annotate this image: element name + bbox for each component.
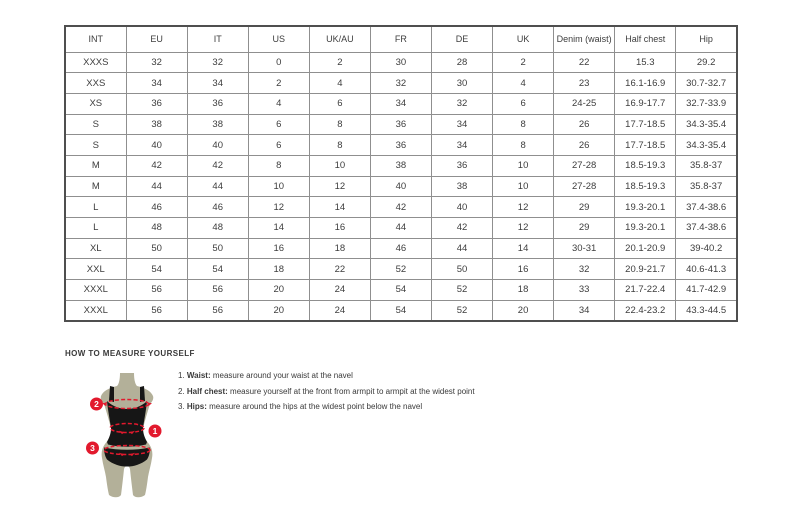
table-cell: 30-31: [554, 238, 615, 259]
table-cell: 36: [126, 93, 187, 114]
table-cell: 8: [309, 135, 370, 156]
table-cell: 48: [187, 218, 248, 239]
table-cell: 32: [431, 93, 492, 114]
table-cell: 34: [370, 93, 431, 114]
table-cell: 40.6-41.3: [676, 259, 737, 280]
table-cell: 44: [431, 238, 492, 259]
table-cell: 36: [370, 135, 431, 156]
table-cell: XXXS: [65, 52, 126, 73]
table-cell: 20: [493, 300, 554, 321]
table-cell: 54: [370, 300, 431, 321]
table-cell: 28: [431, 52, 492, 73]
table-cell: 34: [126, 73, 187, 94]
table-cell: 34: [431, 135, 492, 156]
table-cell: 30: [431, 73, 492, 94]
table-cell: 50: [126, 238, 187, 259]
column-header: UK/AU: [309, 26, 370, 52]
table-cell: XXXL: [65, 280, 126, 301]
instruction-label: Hips:: [186, 402, 207, 411]
table-cell: 20: [248, 300, 309, 321]
table-cell: 14: [493, 238, 554, 259]
column-header: INT: [65, 26, 126, 52]
table-row: [65, 52, 737, 73]
table-cell: 6: [309, 93, 370, 114]
table-cell: 29.2: [676, 52, 737, 73]
table-cell: 32: [126, 52, 187, 73]
table-cell: M: [65, 155, 126, 176]
table-cell: 4: [248, 93, 309, 114]
table-cell: 56: [126, 280, 187, 301]
table-cell: 40: [431, 197, 492, 218]
table-cell: 26: [554, 114, 615, 135]
table-cell: 35.8-37: [676, 155, 737, 176]
table-cell: XXL: [65, 259, 126, 280]
table-cell: 46: [187, 197, 248, 218]
table-cell: 38: [126, 114, 187, 135]
table-cell: 23: [554, 73, 615, 94]
hips-badge: [86, 442, 99, 455]
table-cell: 34.3-35.4: [676, 114, 737, 135]
table-cell: 42: [187, 155, 248, 176]
table-cell: 2: [248, 73, 309, 94]
table-row: [65, 300, 737, 321]
table-cell: 34: [431, 114, 492, 135]
table-cell: 8: [309, 114, 370, 135]
table-cell: 42: [431, 218, 492, 239]
table-cell: XXXL: [65, 300, 126, 321]
size-table-header: [65, 26, 737, 52]
table-cell: 30: [370, 52, 431, 73]
table-cell: 46: [126, 197, 187, 218]
table-cell: 6: [248, 135, 309, 156]
table-cell: M: [65, 176, 126, 197]
column-header: EU: [126, 26, 187, 52]
column-header: US: [248, 26, 309, 52]
column-header: IT: [187, 26, 248, 52]
table-cell: 32: [370, 73, 431, 94]
table-cell: 44: [187, 176, 248, 197]
table-cell: 27-28: [554, 155, 615, 176]
table-cell: S: [65, 114, 126, 135]
table-cell: 19.3-20.1: [615, 197, 676, 218]
table-cell: 29: [554, 218, 615, 239]
size-table-body: [65, 52, 737, 321]
table-cell: 4: [309, 73, 370, 94]
table-cell: 46: [370, 238, 431, 259]
table-cell: 24: [309, 280, 370, 301]
table-cell: L: [65, 197, 126, 218]
column-header: Hip: [676, 26, 737, 52]
table-cell: 24: [309, 300, 370, 321]
table-cell: 20: [248, 280, 309, 301]
table-cell: 40: [187, 135, 248, 156]
measure-instruction-hips: [178, 403, 475, 411]
table-cell: 22.4-23.2: [615, 300, 676, 321]
table-cell: 12: [493, 197, 554, 218]
table-cell: 43.3-44.5: [676, 300, 737, 321]
table-cell: 16.9-17.7: [615, 93, 676, 114]
table-row: [65, 114, 737, 135]
table-cell: 42: [370, 197, 431, 218]
table-cell: 16: [493, 259, 554, 280]
table-cell: 18.5-19.3: [615, 176, 676, 197]
table-cell: XXS: [65, 73, 126, 94]
table-cell: 32: [187, 52, 248, 73]
table-cell: 36: [431, 155, 492, 176]
measure-instruction-half-chest: [178, 388, 475, 396]
table-cell: 42: [126, 155, 187, 176]
table-cell: 56: [126, 300, 187, 321]
instruction-text: measure around your waist at the navel: [210, 371, 353, 380]
table-cell: 16: [309, 218, 370, 239]
table-cell: 40: [370, 176, 431, 197]
table-cell: 18.5-19.3: [615, 155, 676, 176]
table-cell: 34.3-35.4: [676, 135, 737, 156]
table-row: [65, 93, 737, 114]
column-header: UK: [493, 26, 554, 52]
table-cell: S: [65, 135, 126, 156]
table-row: [65, 155, 737, 176]
table-cell: 10: [493, 155, 554, 176]
table-cell: 14: [309, 197, 370, 218]
table-cell: 18: [309, 238, 370, 259]
table-cell: 32: [554, 259, 615, 280]
table-cell: XL: [65, 238, 126, 259]
size-chart-table: [64, 25, 738, 322]
table-row: [65, 197, 737, 218]
table-cell: 54: [187, 259, 248, 280]
table-cell: 35.8-37: [676, 176, 737, 197]
table-cell: L: [65, 218, 126, 239]
chest-badge: [90, 398, 103, 411]
column-header: Denim (waist): [554, 26, 615, 52]
table-cell: 30.7-32.7: [676, 73, 737, 94]
column-header: FR: [370, 26, 431, 52]
table-cell: 8: [493, 135, 554, 156]
table-cell: 52: [431, 280, 492, 301]
table-cell: 21.7-22.4: [615, 280, 676, 301]
table-cell: 36: [370, 114, 431, 135]
table-cell: 17.7-18.5: [615, 114, 676, 135]
table-cell: 34: [554, 300, 615, 321]
table-cell: 50: [431, 259, 492, 280]
table-cell: 48: [126, 218, 187, 239]
column-header: DE: [431, 26, 492, 52]
table-cell: 24-25: [554, 93, 615, 114]
table-cell: 38: [187, 114, 248, 135]
table-cell: 41.7-42.9: [676, 280, 737, 301]
table-cell: 44: [370, 218, 431, 239]
table-cell: 6: [248, 114, 309, 135]
table-cell: 12: [309, 176, 370, 197]
table-row: [65, 238, 737, 259]
table-cell: 2: [309, 52, 370, 73]
table-cell: 12: [248, 197, 309, 218]
table-cell: 4: [493, 73, 554, 94]
table-cell: 17.7-18.5: [615, 135, 676, 156]
instruction-text: measure yourself at the front from armpit to armpit at the widest point: [227, 386, 475, 396]
table-cell: 8: [493, 114, 554, 135]
table-cell: 29: [554, 197, 615, 218]
table-cell: 37.4-38.6: [676, 197, 737, 218]
table-cell: 44: [126, 176, 187, 197]
table-row: [65, 259, 737, 280]
table-cell: 12: [493, 218, 554, 239]
table-cell: 14: [248, 218, 309, 239]
table-cell: 52: [370, 259, 431, 280]
header-row: [65, 26, 737, 52]
chest-badge-number: 2: [94, 399, 99, 409]
instruction-text: measure around the hips at the widest point below the navel: [206, 402, 423, 411]
table-cell: 37.4-38.6: [676, 218, 737, 239]
table-cell: 54: [370, 280, 431, 301]
table-cell: 22: [309, 259, 370, 280]
table-cell: 10: [248, 176, 309, 197]
table-cell: 56: [187, 300, 248, 321]
table-row: [65, 135, 737, 156]
instruction-number: 3.: [178, 402, 185, 411]
table-cell: 38: [370, 155, 431, 176]
table-cell: 19.3-20.1: [615, 218, 676, 239]
table-cell: 6: [493, 93, 554, 114]
measurement-illustration: [83, 371, 173, 499]
table-cell: 18: [493, 280, 554, 301]
waist-badge: [149, 425, 162, 438]
table-cell: 20.1-20.9: [615, 238, 676, 259]
measure-instruction-waist: [178, 372, 475, 380]
table-row: [65, 218, 737, 239]
table-cell: 36: [187, 93, 248, 114]
instruction-number: 1.: [178, 371, 185, 380]
table-cell: 56: [187, 280, 248, 301]
table-row: [65, 176, 737, 197]
table-cell: 20.9-21.7: [615, 259, 676, 280]
table-cell: 16.1-16.9: [615, 73, 676, 94]
table-cell: 8: [248, 155, 309, 176]
table-cell: 32.7-33.9: [676, 93, 737, 114]
table-cell: 50: [187, 238, 248, 259]
table-cell: 27-28: [554, 176, 615, 197]
table-cell: 10: [309, 155, 370, 176]
table-cell: 33: [554, 280, 615, 301]
table-cell: 52: [431, 300, 492, 321]
table-cell: 18: [248, 259, 309, 280]
table-cell: 16: [248, 238, 309, 259]
instruction-label: Waist:: [186, 371, 211, 380]
table-row: [65, 73, 737, 94]
instruction-number: 2.: [178, 386, 185, 396]
table-cell: 10: [493, 176, 554, 197]
table-cell: 2: [493, 52, 554, 73]
table-cell: 40: [126, 135, 187, 156]
column-header: Half chest: [615, 26, 676, 52]
table-row: [65, 280, 737, 301]
instruction-label: Half chest:: [186, 386, 228, 396]
table-cell: 15.3: [615, 52, 676, 73]
hips-badge-number: 3: [90, 443, 95, 453]
table-cell: 22: [554, 52, 615, 73]
table-cell: 38: [431, 176, 492, 197]
measure-section-title: HOW TO MEASURE YOURSELF: [65, 349, 195, 358]
table-cell: 54: [126, 259, 187, 280]
measure-instructions-list: [178, 372, 475, 419]
table-cell: 34: [187, 73, 248, 94]
table-cell: XS: [65, 93, 126, 114]
waist-badge-number: 1: [152, 426, 158, 436]
table-cell: 0: [248, 52, 309, 73]
table-cell: 39-40.2: [676, 238, 737, 259]
table-cell: 26: [554, 135, 615, 156]
